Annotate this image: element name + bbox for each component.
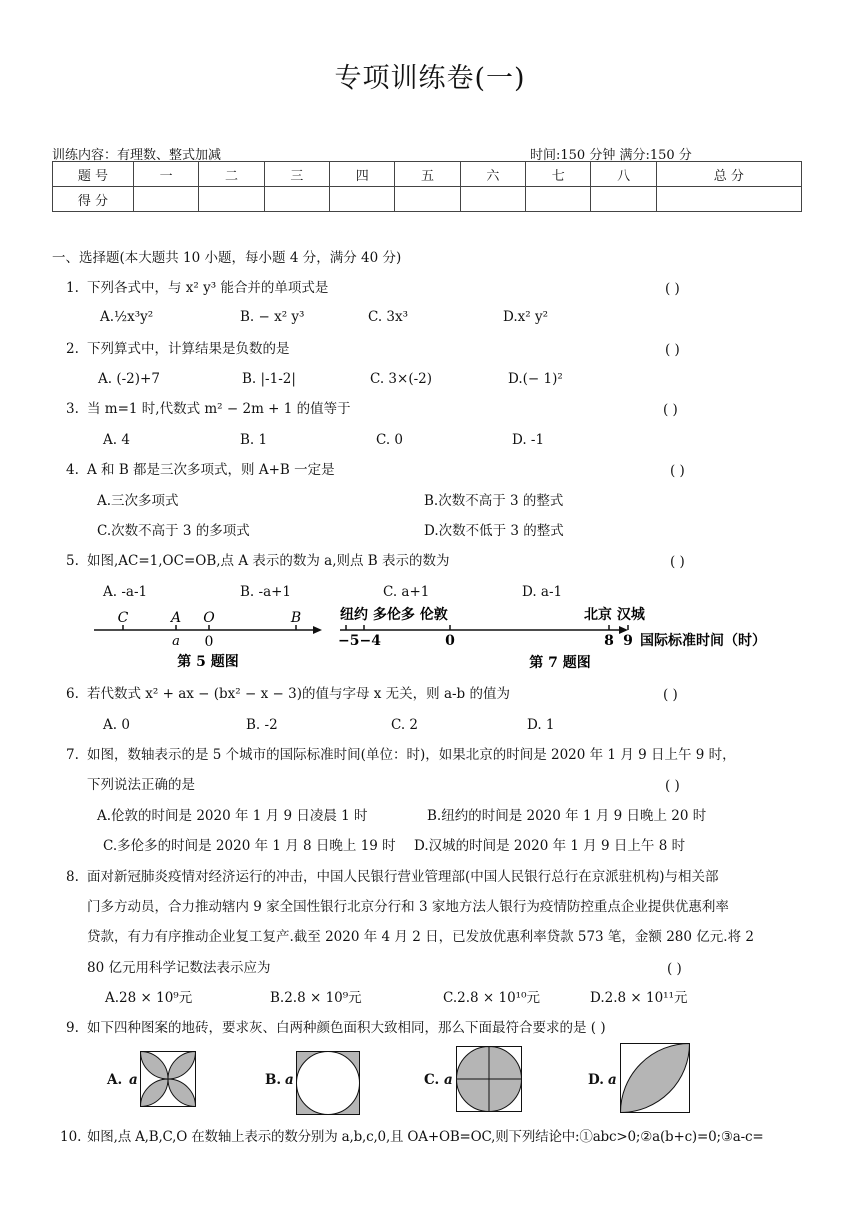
option-b: B.纽约的时间是 2020 年 1 月 9 日晚上 20 时 bbox=[427, 808, 707, 824]
option-a: A.伦敦的时间是 2020 年 1 月 9 日凌晨 1 时 bbox=[97, 808, 368, 824]
score-header-cell: 八 bbox=[591, 162, 656, 187]
tile-side-label: a bbox=[129, 1072, 138, 1088]
option-c: C. 3×(-2) bbox=[370, 371, 433, 387]
figure-7-time-axis bbox=[336, 604, 792, 670]
score-input-cell[interactable] bbox=[134, 187, 199, 212]
answer-paren[interactable]: ( ) bbox=[663, 402, 678, 418]
score-input-cell[interactable] bbox=[460, 187, 525, 212]
score-input-cell[interactable] bbox=[395, 187, 460, 212]
question-stem-line2: 门多方动员，合力推动辖内 9 家全国性银行北京分行和 3 家地方法人银行为疫情防控重点企业提供优惠利率 bbox=[87, 899, 729, 915]
question-number: 6. bbox=[66, 686, 79, 702]
answer-paren[interactable]: ( ) bbox=[663, 687, 678, 703]
option-a: A.三次多项式 bbox=[97, 493, 179, 509]
question-stem: 如图，数轴表示的是 5 个城市的国际标准时间(单位：时)，如果北京的时间是 2020 年 1 月 9 日上午 9 时， bbox=[87, 747, 736, 763]
option-c: C.多伦多的时间是 2020 年 1 月 8 日晚上 19 时 bbox=[103, 838, 396, 854]
point-a-label: A bbox=[170, 610, 182, 626]
tile-c-pinwheel bbox=[456, 1046, 522, 1112]
question-stem: 如下四种图案的地砖，要求灰、白两种颜色面积大致相同，那么下面最符合要求的是 ( ) bbox=[87, 1020, 606, 1036]
score-header-cell: 二 bbox=[199, 162, 264, 187]
tile-d-leaf bbox=[620, 1043, 690, 1113]
option-a: A. 0 bbox=[103, 717, 130, 733]
question-stem-line2: 下列说法正确的是 bbox=[87, 777, 195, 793]
score-header-cell: 七 bbox=[526, 162, 591, 187]
option-c: C.2.8 × 10¹⁰元 bbox=[443, 990, 541, 1006]
score-header-cell: 一 bbox=[134, 162, 199, 187]
point-o-label: O bbox=[203, 610, 215, 626]
score-input-cell[interactable] bbox=[526, 187, 591, 212]
training-content: 训练内容：有理数、整式加减 bbox=[52, 148, 222, 163]
question-number: 4. bbox=[66, 462, 79, 478]
score-header-cell: 题 号 bbox=[53, 162, 134, 187]
score-input-cell[interactable] bbox=[264, 187, 329, 212]
option-b: B. -a+1 bbox=[240, 584, 292, 600]
question-stem-line1: 面对新冠肺炎疫情对经济运行的冲击，中国人民银行营业管理部(中国人民银行总行在京派驻机构)与相关部 bbox=[87, 869, 719, 885]
score-header-cell: 六 bbox=[460, 162, 525, 187]
tile-option-d-label: D. bbox=[588, 1072, 604, 1088]
question-stem: 当 m=1 时,代数式 m² − 2m + 1 的值等于 bbox=[87, 401, 351, 417]
score-header-cell: 三 bbox=[264, 162, 329, 187]
option-b: B.次数不高于 3 的整式 bbox=[424, 493, 564, 509]
score-input-cell[interactable] bbox=[591, 187, 656, 212]
axis-label: 国际标准时间（时） bbox=[640, 633, 766, 649]
score-input-cell[interactable] bbox=[656, 187, 801, 212]
zero-label: 0 bbox=[445, 633, 455, 649]
option-c: C. 0 bbox=[376, 432, 404, 448]
score-header-cell: 总 分 bbox=[656, 162, 801, 187]
option-a: A. (-2)+7 bbox=[98, 371, 160, 387]
score-table bbox=[52, 161, 802, 212]
question-number: 10. bbox=[60, 1129, 82, 1145]
tile-side-label: a bbox=[444, 1072, 453, 1088]
answer-paren[interactable]: ( ) bbox=[670, 463, 685, 479]
point-b-label: B bbox=[290, 610, 302, 626]
option-d: D.(− 1)² bbox=[508, 371, 563, 387]
option-d: D.次数不低于 3 的整式 bbox=[424, 523, 564, 539]
question-stem: 若代数式 x² + ax − (bx² − x − 3)的值与字母 x 无关，则 a-b 的值为 bbox=[87, 686, 510, 702]
question-number: 2. bbox=[66, 341, 79, 357]
answer-paren[interactable]: ( ) bbox=[665, 778, 680, 794]
figure-7-caption: 第 7 题图 bbox=[529, 655, 591, 671]
a-value-label: a bbox=[172, 634, 180, 649]
option-d: D.x² y² bbox=[503, 309, 548, 325]
score-header-cell: 五 bbox=[395, 162, 460, 187]
option-a: A.½x³y² bbox=[100, 309, 154, 325]
option-a: A. 4 bbox=[103, 432, 130, 448]
question-number: 1. bbox=[66, 280, 79, 296]
point-c-label: C bbox=[117, 610, 129, 626]
eight-label: 8 bbox=[604, 633, 614, 649]
score-input-cell[interactable] bbox=[330, 187, 395, 212]
figure-5-caption: 第 5 题图 bbox=[177, 654, 239, 670]
answer-paren[interactable]: ( ) bbox=[670, 554, 685, 570]
option-c: C.次数不高于 3 的多项式 bbox=[97, 523, 250, 539]
question-number: 8. bbox=[66, 869, 79, 885]
nine-label: 9 bbox=[623, 633, 633, 649]
option-c: C. 2 bbox=[391, 717, 419, 733]
question-stem: 如图,AC=1,OC=OB,点 A 表示的数为 a,则点 B 表示的数为 bbox=[87, 553, 450, 569]
negative-ticks-label: −5−4 bbox=[338, 633, 381, 649]
answer-paren[interactable]: ( ) bbox=[665, 281, 680, 297]
answer-paren[interactable]: ( ) bbox=[667, 961, 682, 977]
option-a: A.28 × 10⁹元 bbox=[105, 990, 193, 1006]
tile-side-label: a bbox=[608, 1072, 617, 1088]
question-number: 5. bbox=[66, 553, 79, 569]
tile-side-label: a bbox=[285, 1072, 294, 1088]
score-row-label: 得 分 bbox=[53, 187, 134, 212]
question-number: 9. bbox=[66, 1020, 79, 1036]
option-b: B. 1 bbox=[240, 432, 268, 448]
tile-b-inscribed-circle bbox=[296, 1051, 360, 1115]
option-b: B. − x² y³ bbox=[240, 309, 305, 325]
answer-paren[interactable]: ( ) bbox=[665, 342, 680, 358]
cities-west-label: 纽约 多伦多 伦敦 bbox=[340, 607, 448, 623]
question-stem: 下列算式中，计算结果是负数的是 bbox=[87, 341, 290, 357]
option-d: D. -1 bbox=[512, 432, 545, 448]
cities-east-label: 北京 汉城 bbox=[584, 607, 645, 623]
question-number: 7. bbox=[66, 747, 79, 763]
option-d: D. 1 bbox=[527, 717, 555, 733]
tile-option-c-label: C. bbox=[424, 1072, 440, 1088]
score-table-header-row bbox=[53, 162, 802, 187]
question-stem: 下列各式中，与 x² y³ 能合并的单项式是 bbox=[87, 280, 329, 296]
tile-option-a-label: A. bbox=[107, 1072, 123, 1088]
question-stem: 如图,点 A,B,C,O 在数轴上表示的数分别为 a,b,c,0,且 OA+OB=OC,则下列结论中:①abc>0;②a(b+c)=0;③a-c= bbox=[87, 1129, 764, 1145]
option-d: D.2.8 × 10¹¹元 bbox=[590, 990, 688, 1006]
question-number: 3. bbox=[66, 401, 79, 417]
option-d: D.汉城的时间是 2020 年 1 月 9 日上午 8 时 bbox=[414, 838, 686, 854]
tile-a-concave-star bbox=[140, 1051, 196, 1107]
option-c: C. a+1 bbox=[383, 584, 430, 600]
page-title: 专项训练卷(一) bbox=[334, 63, 526, 94]
figure-5-number-line bbox=[90, 608, 330, 668]
tile-option-b-label: B. bbox=[265, 1072, 282, 1088]
question-stem: A 和 B 都是三次多项式，则 A+B 一定是 bbox=[87, 462, 335, 478]
score-table-score-row bbox=[53, 187, 802, 212]
option-b: B. |-1-2| bbox=[242, 371, 296, 387]
section-heading: 一、选择题(本大题共 10 小题，每小题 4 分，满分 40 分) bbox=[52, 250, 402, 266]
option-a: A. -a-1 bbox=[103, 584, 148, 600]
score-header-cell: 四 bbox=[330, 162, 395, 187]
option-b: B. -2 bbox=[246, 717, 278, 733]
option-c: C. 3x³ bbox=[368, 309, 409, 325]
score-input-cell[interactable] bbox=[199, 187, 264, 212]
option-d: D. a-1 bbox=[522, 584, 563, 600]
question-stem-line4: 80 亿元用科学记数法表示应为 bbox=[87, 960, 271, 976]
question-stem-line3: 贷款，有力有序推动企业复工复产.截至 2020 年 4 月 2 日，已发放优惠利率贷款 573 笔，金额 280 亿元.将 2 bbox=[87, 929, 754, 945]
zero-label: 0 bbox=[204, 634, 214, 650]
option-b: B.2.8 × 10⁹元 bbox=[270, 990, 362, 1006]
time-score-info: 时间:150 分钟 满分:150 分 bbox=[530, 148, 692, 163]
